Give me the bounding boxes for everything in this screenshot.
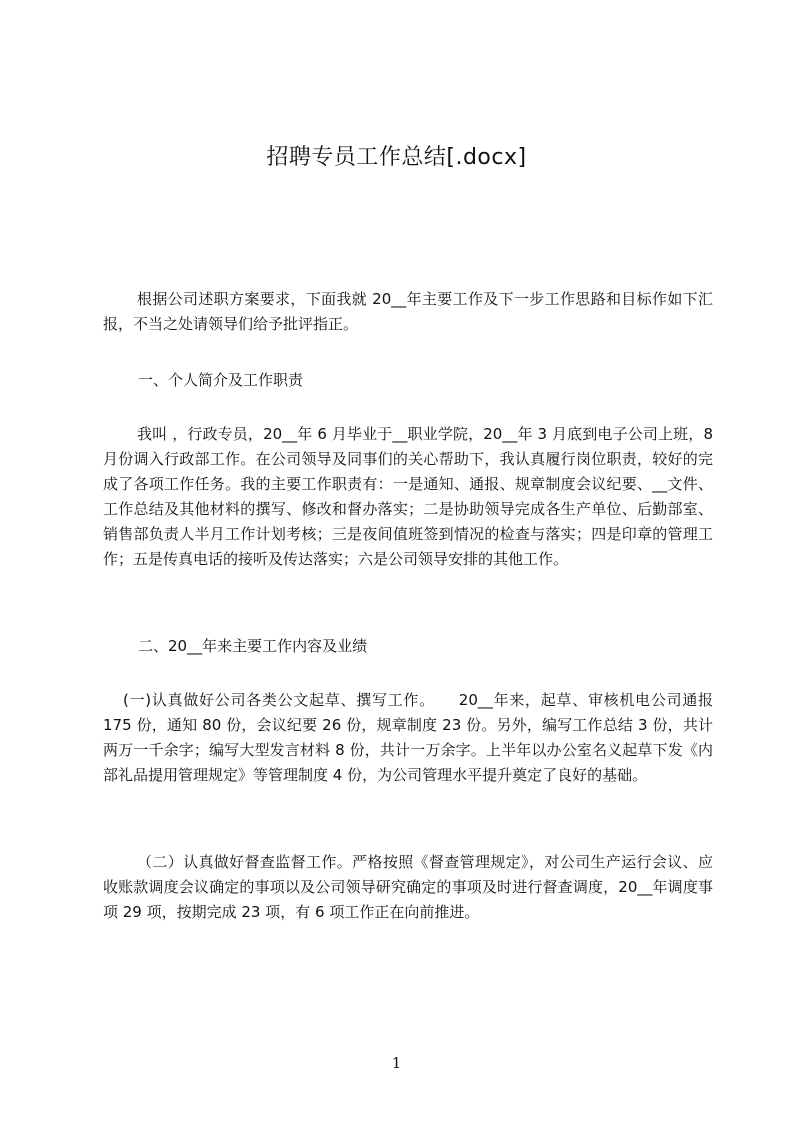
section-1-heading: 一、个人简介及工作职责 bbox=[138, 371, 304, 389]
page-number: 1 bbox=[391, 1054, 402, 1072]
document-title: 招聘专员工作总结[.docx] bbox=[266, 145, 527, 170]
work-item-1: (一)认真做好公司各类公文起草、撰写工作。 20__年来，起草、审核机电公司通报 175 份，通知 80 份，会议纪要 26 份，规章制度 23 份。另外，编写工作总结 3 份，共计两万一千余字；编写大型发言材料 8 份，共计一万余字。上半年以办公室名义起草下发《内部礼品提用管理规定》等管理制度 4 份，为公司管理水平提升奠定了良好的基础。 bbox=[103, 691, 713, 784]
work-item-2: （二）认真做好督查监督工作。严格按照《督查管理规定》，对公司生产运行会议、应收账款调度会议确定的事项以及公司领导研究确定的事项及时进行督查调度，20__年调度事项 29 项，按期完成 23 项，有 6 项工作正在向前推进。 bbox=[103, 853, 713, 921]
section-1-body: 我叫 ，行政专员，20__年 6 月毕业于__职业学院，20__年 3 月底到电子公司上班，8 月份调入行政部工作。在公司领导及同事们的关心帮助下，我认真履行岗位职责，较好的完成了各项工作任务。我的主要工作职责有：一是通知、通报、规章制度会议纪要、__文件、工作总结及其他材料的撰写、修改和督办落实；二是协助领导完成各生产单位、后勤部室、销售部负责人半月工作计划考核；三是夜间值班签到情况的检查与落实；四是印章的管理工作；五是传真电话的接听及传达落实；六是公司领导安排的其他工作。 bbox=[103, 425, 713, 568]
section-2-heading: 二、20__年来主要工作内容及业绩 bbox=[138, 637, 368, 655]
intro-paragraph: 根据公司述职方案要求，下面我就 20__年主要工作及下一步工作思路和目标作如下汇报，不当之处请领导们给予批评指正。 bbox=[103, 290, 713, 333]
